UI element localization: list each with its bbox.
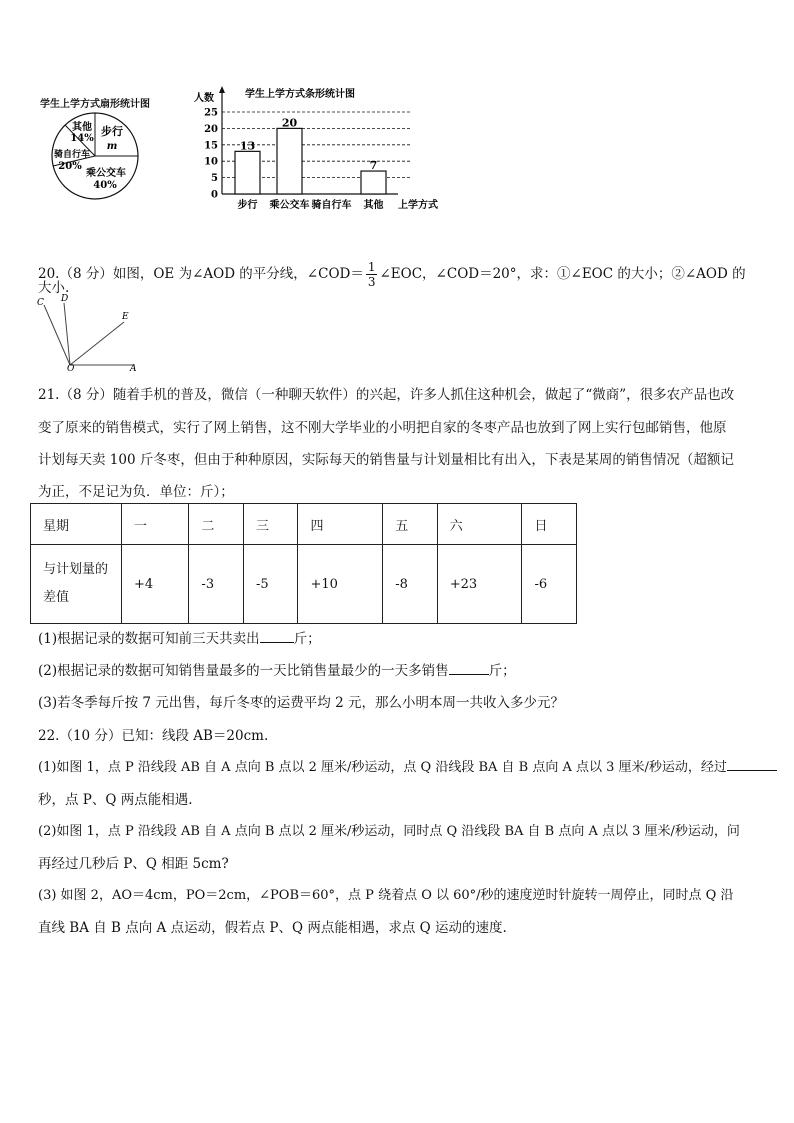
pie-label-other: 其他 bbox=[72, 122, 92, 133]
pie-label-m: m bbox=[106, 141, 118, 152]
pie-label-bike-pct: 20% bbox=[58, 161, 82, 172]
table-cell: +23 bbox=[437, 545, 522, 624]
q22-sub1-text: (1)如图 1，点 P 沿线段 AB 自 A 点向 B 点以 2 厘米/秒运动，点 Q 沿线段 BA 自 B 点向 A 点以 3 厘米/秒运动，经过 bbox=[38, 760, 727, 775]
pie-label-bus-pct: 40% bbox=[93, 180, 117, 191]
table-header-cell: 一 bbox=[122, 504, 189, 545]
x-tick-label: 步行 bbox=[237, 200, 258, 211]
y-tick-label: 5 bbox=[211, 173, 218, 185]
table-header-row bbox=[31, 504, 577, 545]
q22-sub2-cont: 再经过几秒后 P、Q 相距 5cm? bbox=[38, 856, 229, 872]
q21-line-4: 为正，不足记为负．单位：斤）； bbox=[38, 484, 234, 500]
bar-value-label: 13 bbox=[239, 139, 256, 153]
q20-fraction bbox=[366, 261, 378, 288]
q21-sub1-blank bbox=[260, 642, 294, 643]
pie-label-bus: 乘公交车 bbox=[86, 168, 126, 179]
q22-line1: 22.（10 分）已知：线段 AB＝20cm. bbox=[38, 728, 269, 744]
bar-chart bbox=[188, 84, 450, 212]
bar bbox=[235, 151, 260, 194]
table-cell: -3 bbox=[189, 545, 244, 624]
label-A: A bbox=[130, 364, 137, 372]
label-O: O bbox=[67, 364, 75, 372]
q22-sub3: (3) 如图 2，AO＝4cm，PO＝2cm，∠POB＝60°，点 P 绕着点 O 以 60°/秒的速度逆时针旋转一周停止，同时点 Q 沿 bbox=[38, 888, 734, 903]
table-header-cell: 四 bbox=[298, 504, 383, 545]
table-row bbox=[31, 545, 577, 624]
table-cell: +10 bbox=[298, 545, 383, 624]
table-header-cell: 二 bbox=[189, 504, 244, 545]
bar-chart-ylabel: 人数 bbox=[194, 93, 214, 104]
bar-chart-xlabel: 上学方式 bbox=[398, 200, 438, 211]
table-cell: -5 bbox=[243, 545, 298, 624]
q20-text-b: ∠EOC，∠COD＝20°，求：①∠EOC 的大小；②∠AOD 的 bbox=[379, 266, 746, 282]
table-cell: +4 bbox=[122, 545, 189, 624]
y-tick-label: 0 bbox=[211, 189, 218, 201]
y-tick-label: 20 bbox=[204, 123, 218, 135]
row-label-line1: 与计划量的 bbox=[43, 562, 109, 577]
angle-figure bbox=[34, 292, 140, 372]
table-header-cell: 五 bbox=[383, 504, 438, 545]
q20-frac-num: 1 bbox=[367, 260, 376, 274]
q21-sub2-unit: 斤； bbox=[488, 663, 516, 679]
pie-label-bike: 骑自行车 bbox=[53, 150, 91, 160]
bar bbox=[277, 128, 302, 194]
bar-value-label: 7 bbox=[369, 159, 378, 173]
pie-label-walk: 步行 bbox=[101, 125, 123, 138]
table-header-cell: 三 bbox=[243, 504, 298, 545]
q21-line-1: 21.（8 分）随着手机的普及，微信（一种聊天软件）的兴起，许多人抓住这种机会，做起了“微商”，很多农产品也改 bbox=[38, 387, 735, 403]
q20-line2-final: 大小. bbox=[38, 280, 70, 296]
row-label-line2: 差值 bbox=[43, 590, 70, 605]
pie-label-other-pct: 14% bbox=[70, 133, 94, 144]
pie-chart bbox=[50, 110, 140, 202]
bar-value-label: 20 bbox=[281, 116, 298, 130]
label-E: E bbox=[122, 312, 129, 322]
q22-sub1-blank bbox=[727, 770, 777, 771]
table-row-label bbox=[31, 545, 122, 624]
y-tick-label: 10 bbox=[204, 156, 218, 168]
sales-table bbox=[30, 503, 577, 624]
y-tick-label: 15 bbox=[204, 140, 218, 152]
table-header-cell: 星期 bbox=[31, 504, 122, 545]
q21-sub1-unit: 斤； bbox=[293, 631, 321, 647]
table-cell: -8 bbox=[383, 545, 438, 624]
q22-sub1 bbox=[38, 756, 777, 775]
table-header-cell: 日 bbox=[522, 504, 577, 545]
q22-sub1-cont: 秒，点 P、Q 两点能相遇. bbox=[38, 792, 193, 808]
y-tick-label: 25 bbox=[204, 107, 218, 119]
table-header-cell: 六 bbox=[437, 504, 522, 545]
q20-frac-den: 3 bbox=[367, 275, 376, 289]
q20-line1 bbox=[38, 261, 746, 288]
x-tick-label: 骑自行车 bbox=[311, 200, 352, 211]
q21-sub2 bbox=[38, 659, 516, 679]
q22-sub2: (2)如图 1，点 P 沿线段 AB 自 A 点向 B 点以 2 厘米/秒运动，同时点 Q 沿线段 BA 自 B 点向 A 点以 3 厘米/秒运动，问 bbox=[38, 824, 740, 839]
table-cell: -6 bbox=[522, 545, 577, 624]
y-axis-arrow bbox=[219, 86, 225, 93]
q21-sub3: (3)若冬季每斤按 7 元出售，每斤冬枣的运费平均 2 元，那么小明本周一共收入多少元？ bbox=[38, 695, 564, 711]
q21-line-2: 变了原来的销售模式，实行了网上销售，这不刚大学毕业的小明把自家的冬枣产品也放到了网上实行包邮销售，他原 bbox=[38, 420, 727, 436]
x-tick-label: 其他 bbox=[363, 200, 384, 211]
pie-chart-title: 学生上学方式扇形统计图 bbox=[40, 99, 150, 110]
q20-text-a: 20.（8 分）如图，OE 为∠AOD 的平分线，∠COD＝ bbox=[38, 266, 364, 282]
q21-sub1 bbox=[38, 627, 321, 647]
label-D: D bbox=[61, 294, 69, 304]
x-tick-label: 乘公交车 bbox=[269, 200, 310, 211]
q21-line-3: 计划每天卖 100 斤冬枣，但由于种种原因，实际每天的销售量与计划量相比有出入，下表是某周的销售情况（超额记 bbox=[38, 452, 734, 468]
q22-sub3-cont: 直线 BA 自 B 点向 A 点运动，假若点 P、Q 两点能相遇，求点 Q 运动的速度. bbox=[38, 920, 507, 936]
q21-sub1-text: (1)根据记录的数据可知前三天共卖出 bbox=[38, 631, 260, 647]
q21-sub2-blank bbox=[449, 674, 489, 675]
label-C: C bbox=[37, 298, 44, 308]
bar-chart-xlabels bbox=[238, 198, 384, 211]
bar-chart-yticks bbox=[204, 108, 218, 201]
bar bbox=[361, 171, 386, 194]
q21-sub2-text: (2)根据记录的数据可知销售量最多的一天比销售量最少的一天多销售 bbox=[38, 663, 449, 679]
bar-chart-title: 学生上学方式条形统计图 bbox=[245, 89, 355, 100]
